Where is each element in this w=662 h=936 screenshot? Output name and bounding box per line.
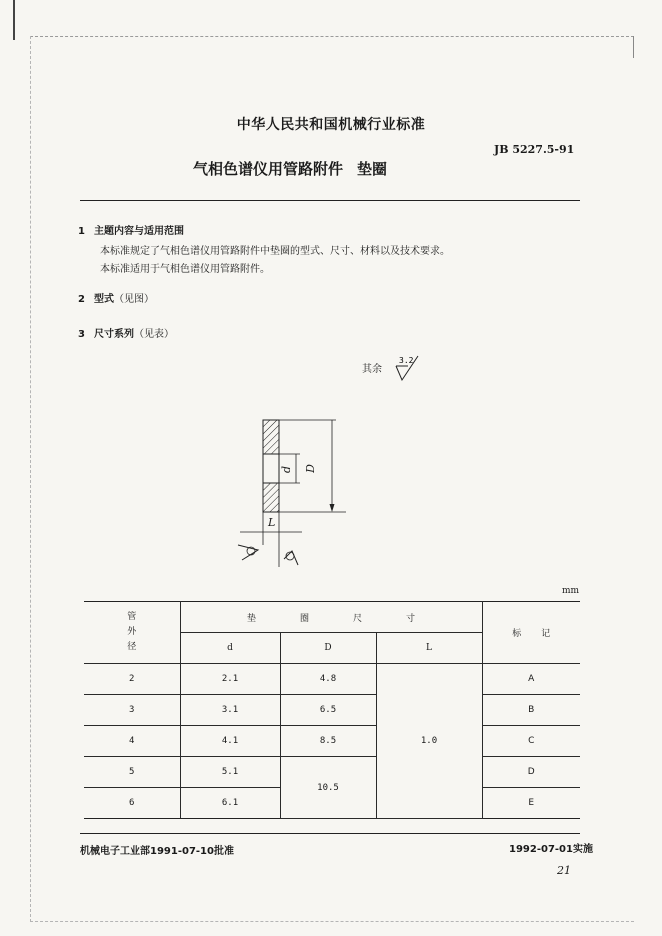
document-title-main: 气相色谱仪用管路附件 (192, 160, 343, 178)
cell-mark: A (482, 664, 580, 695)
page-frame-bottom (30, 921, 634, 922)
implementation-date: 1992-07-01实施 (509, 844, 593, 855)
table-row (84, 664, 580, 695)
section-1-heading (78, 222, 184, 237)
section-number: 2 (78, 294, 85, 305)
section-number: 1 (78, 226, 85, 237)
page-number: 21 (557, 864, 571, 877)
cell-mark: C (482, 726, 580, 757)
cell-d: 2.1 (180, 664, 280, 695)
section-3-heading (78, 325, 174, 340)
standard-organization: 中华人民共和国机械行业标准 (236, 117, 426, 133)
cell-d: 6.1 (180, 788, 280, 819)
cell-D-merged: 10.5 (280, 757, 376, 819)
document-title (160, 158, 420, 179)
section-note: （见图） (114, 294, 154, 305)
section-title: 主题内容与适用范围 (94, 226, 184, 237)
page-frame-top (30, 36, 634, 37)
cell-D: 6.5 (280, 695, 376, 726)
section-2-heading (78, 290, 154, 305)
cell-pipe: 5 (84, 757, 180, 788)
roughness-value: 3.2 (399, 356, 414, 365)
cell-pipe: 2 (84, 664, 180, 695)
column-header-L: L (376, 633, 482, 664)
dimension-D-label: D (303, 464, 317, 473)
section-1-paragraph-2: 本标准适用于气相色谱仪用管路附件。 (100, 264, 270, 275)
standard-code: JB 5227.5-91 (494, 143, 575, 156)
table-row (84, 695, 580, 726)
cell-D: 4.8 (280, 664, 376, 695)
cell-pipe: 6 (84, 788, 180, 819)
cell-mark: B (482, 695, 580, 726)
header-pipe-od: 管 外 径 (84, 602, 180, 664)
cell-d: 4.1 (180, 726, 280, 757)
approval-date: 机械电子工业部1991-07-10批准 (80, 846, 234, 857)
dimension-L-label: L (268, 516, 276, 529)
dimensions-table (84, 601, 580, 819)
footer-rule (80, 833, 580, 834)
cell-mark: E (482, 788, 580, 819)
dimension-d-label: d (280, 465, 294, 474)
section-1-paragraph-1: 本标准规定了气相色谱仪用管路附件中垫圈的型式、尺寸、材料以及技术要求。 (100, 246, 450, 257)
section-note: （见表） (134, 329, 174, 340)
section-number: 3 (78, 329, 85, 340)
section-title: 尺寸系列 (94, 329, 134, 340)
page-frame-left (30, 36, 31, 922)
page-frame-right (633, 36, 634, 58)
cell-pipe: 3 (84, 695, 180, 726)
document-title-sub: 垫圈 (357, 160, 388, 178)
gasket-drawing (228, 405, 368, 580)
table-unit: mm (562, 586, 580, 596)
cell-d: 5.1 (180, 757, 280, 788)
roughness-symbol-icon (392, 354, 432, 386)
cell-D: 8.5 (280, 726, 376, 757)
column-header-D: D (280, 633, 376, 664)
header-mark: 标 记 (482, 602, 580, 664)
section-title: 型式 (94, 294, 114, 305)
table-row (84, 757, 580, 788)
binding-line (13, 0, 15, 40)
header-rule (80, 200, 580, 201)
cell-d: 3.1 (180, 695, 280, 726)
cell-pipe: 4 (84, 726, 180, 757)
table-row (84, 726, 580, 757)
header-gasket-dims: 垫 圈 尺 寸 (180, 602, 482, 633)
cell-L: 1.0 (376, 664, 482, 819)
column-header-d: d (180, 633, 280, 664)
cell-mark: D (482, 757, 580, 788)
roughness-label: 其余 (362, 364, 382, 375)
